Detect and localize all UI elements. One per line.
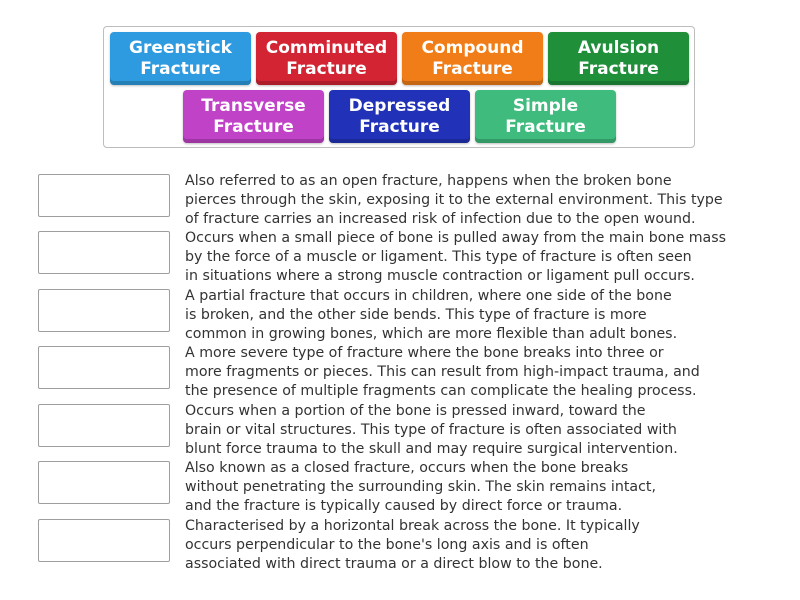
description-text: Occurs when a small piece of bone is pulled away from the main bone mass by the force of a muscle or ligament. This type of fracture is often seen in situations where a strong muscle contraction or ligament pull occurs.	[185, 230, 726, 284]
tile-label: Depressed Fracture	[348, 95, 451, 137]
drop-slot[interactable]	[38, 174, 170, 217]
match-row	[0, 404, 800, 461]
tile-label: Simple Fracture	[505, 95, 586, 137]
description-text: Also referred to as an open fracture, happens when the broken bone pierces through the skin, exposing it to the external environment. This type of fracture carries an increased risk of infection due to the open wound.	[185, 173, 723, 227]
drop-slot[interactable]	[38, 519, 170, 562]
match-row	[0, 346, 800, 403]
match-row	[0, 519, 800, 576]
tile-depressed-fracture[interactable]	[329, 90, 470, 143]
description-text: Occurs when a portion of the bone is pressed inward, toward the brain or vital structures. This type of fracture is often associated with blunt force trauma to the skull and may require surgical intervention.	[185, 403, 678, 457]
tile-simple-fracture[interactable]	[475, 90, 616, 143]
tile-label: Compound Fracture	[421, 37, 524, 79]
description-text: Also known as a closed fracture, occurs when the bone breaks without penetrating the surrounding skin. The skin remains intact, and the fracture is typically caused by direct force or trauma.	[185, 460, 656, 514]
match-row	[0, 289, 800, 346]
tile-greenstick-fracture[interactable]	[110, 32, 251, 85]
drop-slot[interactable]	[38, 404, 170, 447]
tile-transverse-fracture[interactable]	[183, 90, 324, 143]
description-text: A partial fracture that occurs in children, where one side of the bone is broken, and the other side bends. This type of fracture is more common in growing bones, which are more flexible than adult bones.	[185, 288, 678, 342]
tile-avulsion-fracture[interactable]	[548, 32, 689, 85]
description-text: Characterised by a horizontal break across the bone. It typically occurs perpendicular to the bone's long axis and is often associated with direct trauma or a direct blow to the bone.	[185, 518, 640, 572]
tile-comminuted-fracture[interactable]	[256, 32, 397, 85]
drop-slot[interactable]	[38, 289, 170, 332]
drop-slot[interactable]	[38, 346, 170, 389]
drop-slot[interactable]	[38, 231, 170, 274]
tile-label: Avulsion Fracture	[577, 37, 660, 79]
tile-label: Greenstick Fracture	[129, 37, 232, 79]
drop-slot[interactable]	[38, 461, 170, 504]
tile-label: Comminuted Fracture	[265, 37, 388, 79]
description-text: A more severe type of fracture where the bone breaks into three or more fragments or pieces. This can result from high-impact trauma, and the presence of multiple fragments can complicate the healing process.	[185, 345, 700, 399]
tile-label: Transverse Fracture	[201, 95, 306, 137]
match-row	[0, 174, 800, 231]
match-row	[0, 231, 800, 288]
tile-compound-fracture[interactable]	[402, 32, 543, 85]
match-row	[0, 461, 800, 518]
